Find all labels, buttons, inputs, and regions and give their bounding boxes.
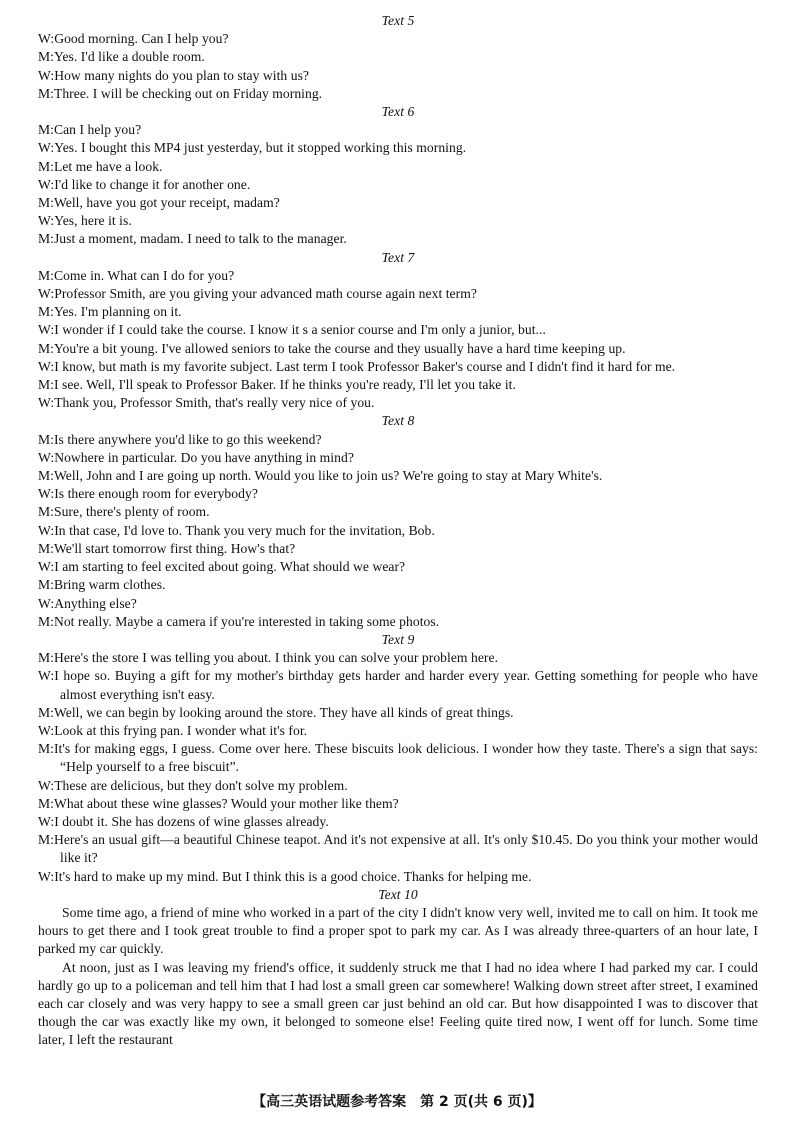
dialogue-line: M:Can I help you?: [38, 122, 142, 138]
dialogue-line: M:Here's an usual gift—a beautiful Chinese teapot. And it's not expensive at all. It's only $10.45. Do you think your mother would like it?: [38, 832, 758, 866]
dialogue-line: M:Yes. I'm planning on it.: [38, 304, 182, 320]
dialogue-line: W:These are delicious, but they don't solve my problem.: [38, 777, 348, 793]
dialogue-line: M:Let me have a look.: [38, 158, 163, 174]
section-heading: Text 8: [381, 413, 415, 429]
dialogue-line: W:It's hard to make up my mind. But I think this is a good choice. Thanks for helping me.: [38, 868, 532, 884]
dialogue-line: W:I doubt it. She has dozens of wine glasses already.: [38, 813, 329, 829]
transcript-page: [38, 12, 758, 1050]
section-heading: Text 7: [381, 249, 415, 265]
dialogue-line: W:Professor Smith, are you giving your advanced math course again next term?: [38, 286, 477, 302]
section-heading: Text 6: [381, 104, 415, 120]
dialogue-line: M:Is there anywhere you'd like to go this weekend?: [38, 431, 322, 447]
dialogue-line: W:In that case, I'd love to. Thank you very much for the invitation, Bob.: [38, 522, 435, 538]
text9-section: [38, 631, 758, 886]
dialogue-line: M:It's for making eggs, I guess. Come over here. These biscuits look delicious. I wonder how they taste. There's a sign that says: “Help yourself to a free biscuit”.: [38, 741, 758, 775]
section-heading: Text 10: [378, 886, 418, 902]
dialogue-line: W:Thank you, Professor Smith, that's really very nice of you.: [38, 395, 375, 411]
dialogue-line: W:How many nights do you plan to stay with us?: [38, 67, 310, 83]
dialogue-line: M:What about these wine glasses? Would your mother like them?: [38, 795, 399, 811]
dialogue-line: W:Nowhere in particular. Do you have anything in mind?: [38, 449, 354, 465]
dialogue-line: M:Bring warm clothes.: [38, 577, 166, 593]
dialogue-line: M:Well, we can begin by looking around the store. They have all kinds of great things.: [38, 704, 514, 720]
dialogue-line: M:Here's the store I was telling you about. I think you can solve your problem here.: [38, 650, 499, 666]
dialogue-line: W:I know, but math is my favorite subject. Last term I took Professor Baker's course and I didn't find it hard for me.: [38, 358, 676, 374]
dialogue-line: W:I wonder if I could take the course. I know it s a senior course and I'm only a junior, but...: [38, 322, 546, 338]
text5-section: [38, 12, 758, 103]
dialogue-line: M:I see. Well, I'll speak to Professor Baker. If he thinks you're ready, I'll let you take it.: [38, 377, 516, 393]
text7-section: [38, 249, 758, 413]
dialogue-line: W:I hope so. Buying a gift for my mother's birthday gets harder and harder every year. Getting something for people who have almost everything isn't easy.: [38, 668, 758, 702]
dialogue-line: M:Come in. What can I do for you?: [38, 267, 235, 283]
dialogue-line: W:Yes. I bought this MP4 just yesterday, but it stopped working this morning.: [38, 140, 467, 156]
page-footer: 【高三英语试题参考答案 第 2 页(共 6 页)】: [252, 1094, 542, 1110]
dialogue-line: M:Well, John and I are going up north. Would you like to join us? We're going to stay at Mary White's.: [38, 468, 603, 484]
dialogue-line: M:We'll start tomorrow first thing. How's that?: [38, 540, 296, 556]
dialogue-line: W:I am starting to feel excited about going. What should we wear?: [38, 559, 406, 575]
section-heading: Text 5: [381, 13, 415, 28]
dialogue-line: W:Look at this frying pan. I wonder what it's for.: [38, 722, 308, 738]
dialogue-line: M:You're a bit young. I've allowed seniors to take the course and they usually have a hard time keeping up.: [38, 340, 626, 356]
dialogue-line: M:Not really. Maybe a camera if you're interested in taking some photos.: [38, 613, 440, 629]
text6-section: [38, 103, 758, 249]
dialogue-line: W:Yes, here it is.: [38, 213, 132, 229]
dialogue-line: W:Is there enough room for everybody?: [38, 486, 258, 502]
dialogue-line: W:Good morning. Can I help you?: [38, 31, 229, 47]
dialogue-line: M:Well, have you got your receipt, madam?: [38, 195, 280, 211]
dialogue-line: M:Just a moment, madam. I need to talk to the manager.: [38, 231, 347, 247]
text10-section: [38, 886, 758, 1050]
dialogue-line: W:I'd like to change it for another one.: [38, 176, 251, 192]
dialogue-line: W:Anything else?: [38, 595, 137, 611]
passage-paragraph: Some time ago, a friend of mine who worked in a part of the city I didn't know very well, invited me to call on him. It took me hours to get there and I took great trouble to find a proper spot to park my car. As I was already three-quarters of an hour late, I parked my car quickly.: [38, 904, 758, 957]
section-heading: Text 9: [381, 631, 415, 647]
text8-section: [38, 412, 758, 630]
dialogue-line: M:Three. I will be checking out on Friday morning.: [38, 85, 323, 101]
dialogue-line: M:Yes. I'd like a double room.: [38, 49, 205, 65]
passage-paragraph: At noon, just as I was leaving my friend's office, it suddenly struck me that I had no idea where I had parked my car. I could hardly go up to a policeman and tell him that I had lost a small green car somewhere! Walking down street after street, I examined each car closely and was very happy to see a small green car just behind an old car. But how disappointed I was to discover that though the car was exactly like my own, it belonged to someone else! Feeling quite tired now, I went off for lunch. Some time later, I left the restaurant: [38, 959, 758, 1048]
dialogue-line: M:Sure, there's plenty of room.: [38, 504, 210, 520]
